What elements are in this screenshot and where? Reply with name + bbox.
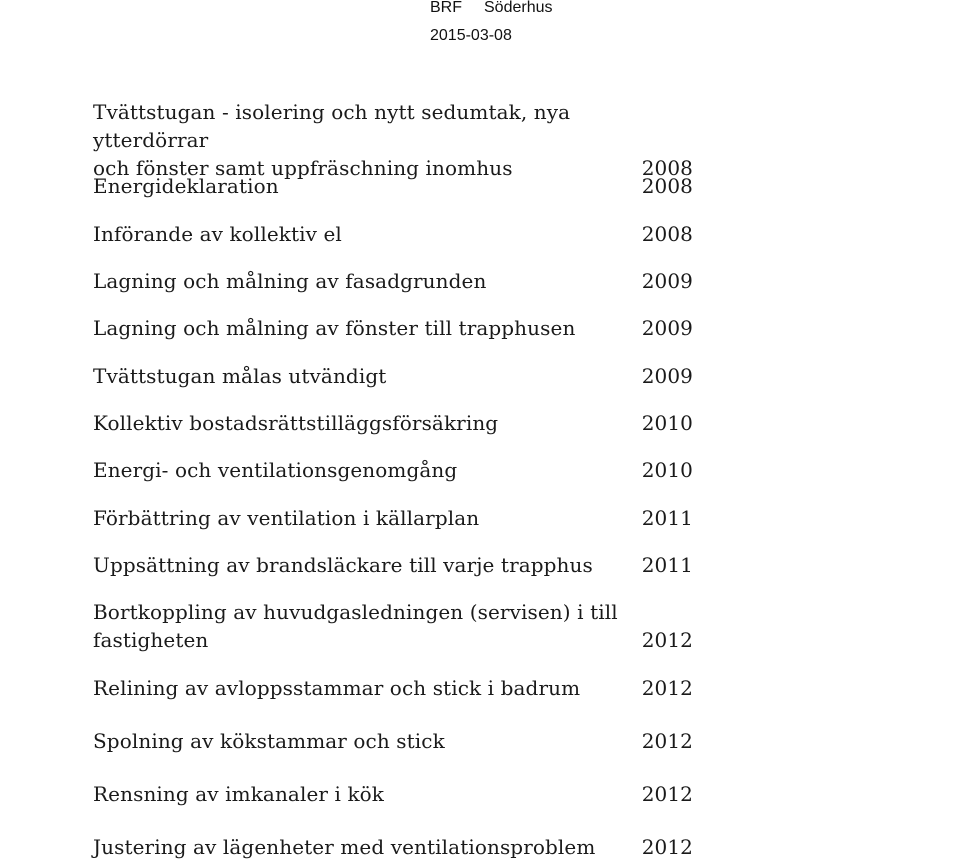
item-description: Spolning av kökstammar och stick [93, 729, 445, 753]
item-description: Uppsättning av brandsläckare till varje trapphus [93, 553, 593, 577]
org-prefix: BRF [430, 0, 462, 16]
item-description: Kollektiv bostadsrättstilläggsförsäkring [93, 411, 499, 435]
item-description: Rensning av imkanaler i kök [93, 782, 385, 806]
item-year: 2011 [641, 506, 693, 530]
list-item [93, 267, 693, 295]
list-item [93, 551, 693, 579]
item-year: 2010 [641, 458, 693, 482]
item-description: Förbättring av ventilation i källarplan [93, 506, 480, 530]
list-item [93, 674, 693, 702]
item-year: 2012 [641, 628, 693, 652]
item-year: 2009 [641, 316, 693, 340]
item-year: 2009 [641, 269, 693, 293]
item-description: Tvättstugan målas utvändigt [93, 364, 387, 388]
list-item [93, 833, 693, 861]
list-item [93, 172, 693, 200]
list-item [93, 504, 693, 532]
item-year: 2009 [641, 364, 693, 388]
item-year: 2008 [641, 174, 693, 198]
item-year: 2008 [641, 156, 693, 180]
item-description: Energi- och ventilationsgenomgång [93, 458, 458, 482]
item-description: Energideklaration [93, 174, 279, 198]
item-description: Tvättstugan - isolering och nytt sedumtak, nya ytterdörrar och fönster samt uppfräschning inomhus [93, 100, 571, 180]
item-year: 2012 [641, 676, 693, 700]
list-item [93, 98, 693, 182]
item-year: 2010 [641, 411, 693, 435]
item-description: Lagning och målning av fönster till trapphusen [93, 316, 576, 340]
item-description: Införande av kollektiv el [93, 222, 342, 246]
item-description: Justering av lägenheter med ventilationsproblem [93, 835, 596, 859]
list-item [93, 598, 693, 654]
list-item [93, 220, 693, 248]
document-date: 2015-03-08 [430, 27, 512, 44]
item-year: 2012 [641, 782, 693, 806]
item-year: 2012 [641, 835, 693, 859]
item-description: Bortkoppling av huvudgasledningen (servisen) i till fastigheten [93, 600, 618, 652]
list-item [93, 780, 693, 808]
list-item [93, 409, 693, 437]
organization-name [430, 0, 553, 16]
list-item [93, 727, 693, 755]
list-item [93, 362, 693, 390]
item-description: Relining av avloppsstammar och stick i badrum [93, 676, 581, 700]
item-year: 2008 [641, 222, 693, 246]
item-year: 2012 [641, 729, 693, 753]
list-item [93, 456, 693, 484]
item-description: Lagning och målning av fasadgrunden [93, 269, 487, 293]
item-year: 2011 [641, 553, 693, 577]
list-item [93, 314, 693, 342]
org-name: Söderhus [484, 0, 553, 16]
